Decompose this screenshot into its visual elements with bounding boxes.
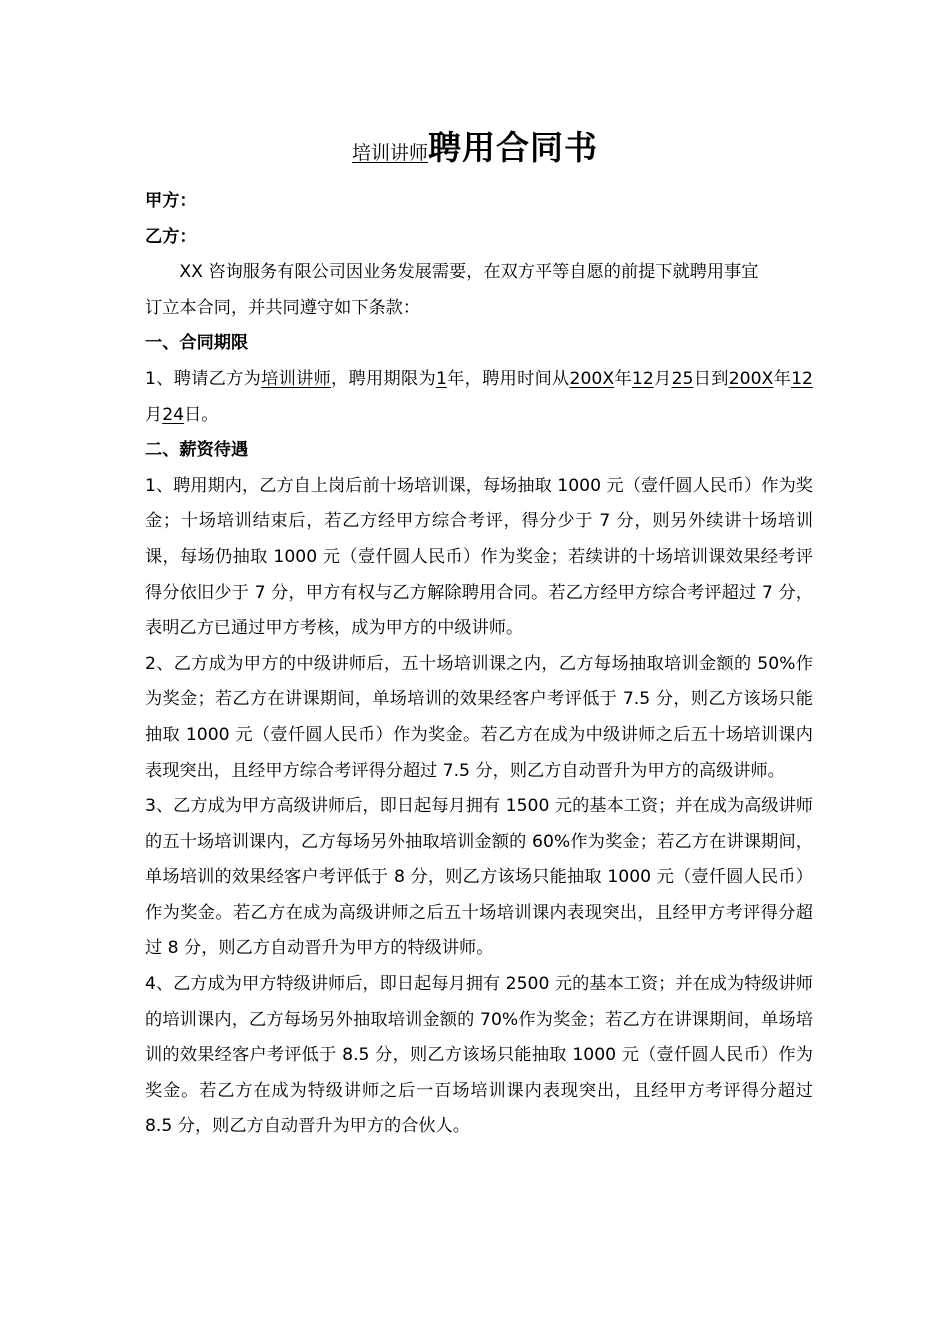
clause-text: 年，聘用时间从 [446, 368, 570, 389]
end-month-field: 12 [791, 368, 813, 389]
intro-line-2: 订立本合同，并共同遵守如下条款： [145, 297, 421, 318]
term-years-field: 1 [435, 368, 447, 389]
clause-text: 月 [145, 404, 163, 425]
party-a-label: 甲方： [145, 191, 197, 211]
section-2-clause-3: 3、乙方成为甲方高级讲师后，即日起每月拥有 1500 元的基本工资；并在成为高级讲师的五十场培训课内，乙方每场另外抽取培训金额的 60%作为奖金；若乙方在讲课期间，单场培训的效果经客户考评低于 8 分，则乙方该场只能抽取 1000 元（壹仟圆人民币）作为奖金。若乙方在成为高级讲师之后五十场培训课内表现突出，且经甲方考评得分超过 8 分，则乙方自动晋升为甲方的特级讲师。 [145, 796, 813, 959]
title-main: 聘用合同书 [428, 128, 598, 167]
section-2-clause-1: 1、聘用期内，乙方自上岗后前十场培训课，每场抽取 1000 元（壹仟圆人民币）作为奖金；十场培训结束后，若乙方经甲方综合考评，得分少于 7 分，则另外续讲十场培训课，每场仍抽取 1000 元（壹仟圆人民币）作为奖金；若续讲的十场培训课效果经考评得分依旧少于 7 分，甲方有权与乙方解除聘用合同。若乙方经甲方综合考评超过 7 分，表明乙方已通过甲方考核，成为甲方的中级讲师。 [145, 475, 813, 639]
start-day-field: 25 [671, 368, 694, 389]
document-title [0, 122, 950, 169]
section-2-clause-2: 2、乙方成为甲方的中级讲师后，五十场培训课之内，乙方每场抽取培训金额的 50%作为奖金；若乙方在讲课期间，单场培训的效果经客户考评低于 7.5 分，则乙方该场只能抽取 1000 元（壹仟圆人民币）作为奖金。若乙方在成为中级讲师之后五十场培训课内表现突出，且经甲方综合考评得分超过 7.5 分，则乙方自动晋升为甲方的高级讲师。 [145, 653, 813, 781]
document-body [145, 184, 813, 1145]
start-month-field: 12 [631, 368, 654, 389]
intro-line-1: XX 咨询服务有限公司因业务发展需要，在双方平等自愿的前提下就聘用事宜 [179, 262, 759, 283]
section-2-clause-4: 4、乙方成为甲方特级讲师后，即日起每月拥有 2500 元的基本工资；并在成为特级讲师的培训课内，乙方每场另外抽取培训金额的 70%作为奖金；若乙方在讲课期间，单场培训的效果经客户考评低于 8.5 分，则乙方该场只能抽取 1000 元（壹仟圆人民币）作为奖金。若乙方在成为特级讲师之后一百场培训课内表现突出，且经甲方考评得分超过 8.5 分，则乙方自动晋升为甲方的合伙人。 [145, 974, 813, 1137]
section-1-heading: 一、合同期限 [145, 333, 249, 354]
intro-paragraph [145, 255, 813, 326]
clause-text: 日到 [693, 368, 729, 389]
section-2-heading: 二、薪资待遇 [145, 440, 249, 461]
clause-text: 年 [614, 368, 632, 389]
clause-text: 1、聘请乙方为 [145, 368, 262, 389]
clause-text: ，聘用期限为 [331, 368, 436, 389]
start-year-field: 200X [569, 368, 615, 389]
section-1-clause-1 [145, 362, 813, 433]
title-prefix: 培训讲师 [351, 142, 428, 164]
end-year-field: 200X [728, 368, 774, 389]
clause-text: 月 [653, 368, 672, 389]
clause-text: 年 [773, 368, 792, 389]
position-field: 培训讲师 [261, 368, 332, 389]
end-day-field: 24 [162, 404, 185, 425]
clause-text: 日。 [184, 404, 219, 425]
party-b-label: 乙方： [145, 226, 197, 247]
